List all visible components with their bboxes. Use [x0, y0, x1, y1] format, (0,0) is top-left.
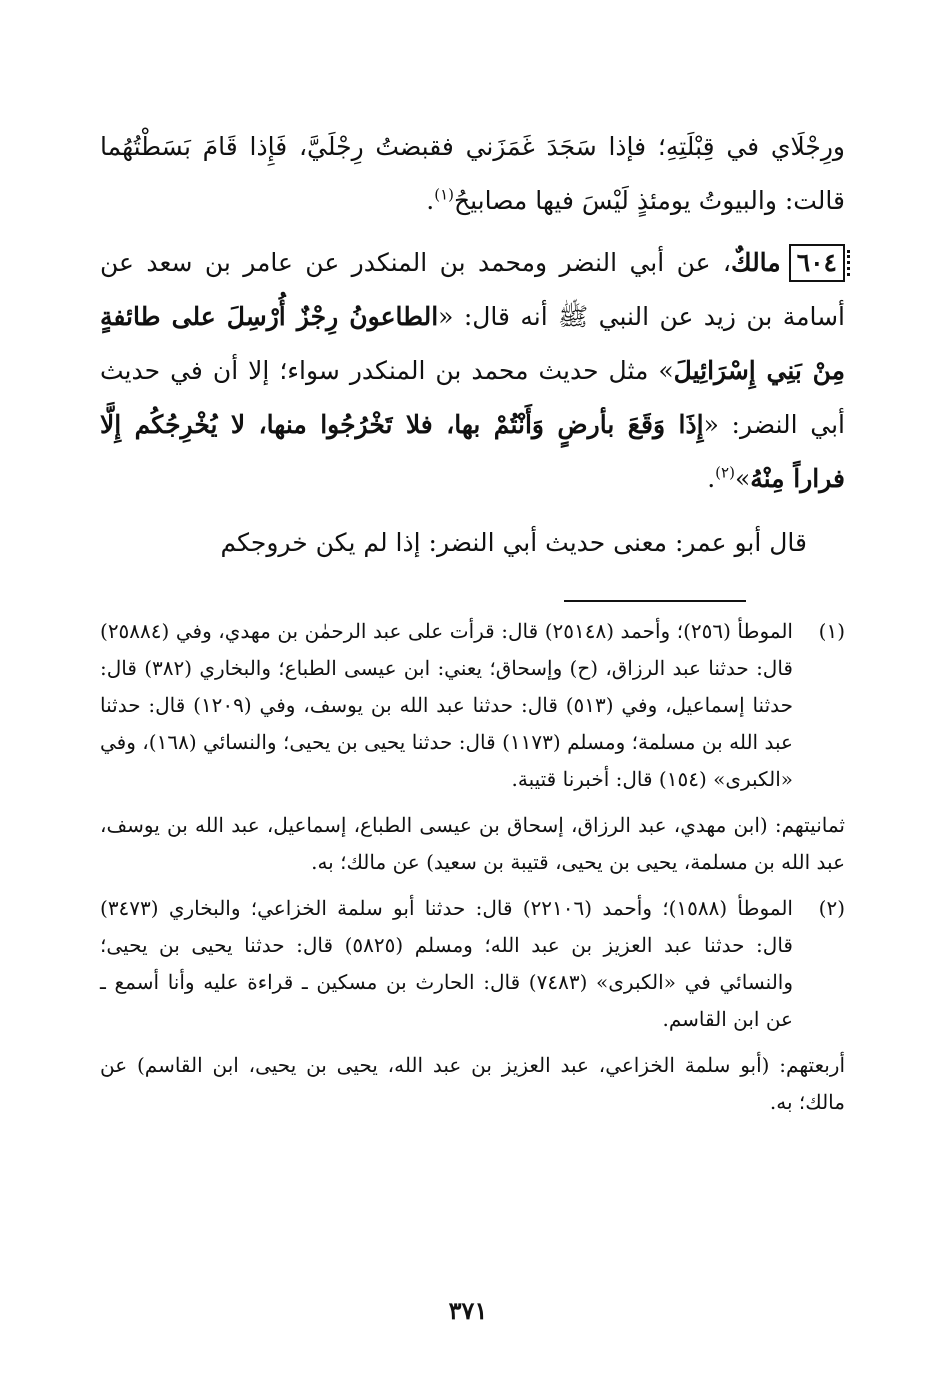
footnote-paragraph: الموطأ (٢٥٦)؛ وأحمد (٢٥١٤٨) قال: قرأت على عبد الرحمٰن بن مهدي، وفي (٢٥٨٨٤) قال: حدثنا عبد الرزاق، (ح) وإسحاق؛ يعني: ابن عيسى الطباع؛ والبخاري (٣٨٢) قال: حدثنا إسماعيل، وفي (٥١٣) قال: حدثنا عبد الله بن يوسف، وفي (١٢٠٩) قال: حدثنا عبد الله بن مسلمة؛ ومسلم (١١٧٣) قال: حدثنا يحيى بن يحيى؛ والنسائي (١٦٨)، وفي «الكبرى» (١٥٤) قال: أخبرنا قتيبة. — [100, 619, 793, 791]
footnote-1 — [100, 613, 845, 798]
footnote-2 — [100, 890, 845, 1038]
footnote-summary — [100, 1047, 845, 1121]
paragraph-end: . — [426, 186, 435, 215]
footnote-ref-2[interactable]: (٢) — [715, 463, 735, 482]
hadith-end: . — [707, 464, 716, 493]
hadith-mid: » مثل حديث محمد بن المنكدر سواء؛ إلا أن في حديث أبي النضر: « — [100, 356, 845, 439]
footnote-paragraph: الموطأ (١٥٨٨)؛ وأحمد (٢٢١٠٦) قال: حدثنا أبو سلمة الخزاعي؛ والبخاري (٣٤٧٣) قال: حدثنا عبد العزيز بن عبد الله؛ ومسلم (٥٨٢٥) قال: حدثنا يحيى بن يحيى؛ والنسائي في «الكبرى» (٧٤٨٣) قال: الحارث بن مسكين ـ قراءة عليه وأنا أسمع ـ عن ابن القاسم. — [100, 896, 794, 1031]
hadith-number-box: ٦٠٤ — [789, 244, 845, 282]
footnote-paragraph: أربعتهم: (أبو سلمة الخزاعي، عبد العزيز بن عبد الله، يحيى بن يحيى، ابن القاسم) عن مالك؛ به. — [100, 1053, 845, 1114]
footnote-body — [100, 613, 793, 798]
hadith-text-1: الطاعونُ رِجْزٌ أُرْسِلَ على طائفةٍ مِنْ بَنِي إِسْرَائِيلَ — [100, 302, 845, 385]
page-number: ٣٧١ — [448, 1296, 488, 1325]
footnotes — [100, 613, 845, 1121]
footnote-number: (٢) — [818, 896, 845, 920]
hadith-paragraph — [100, 236, 845, 506]
footnote-body — [100, 890, 793, 1038]
footnote-ref-1[interactable]: (١) — [434, 185, 454, 204]
footnote-divider — [564, 600, 746, 602]
main-text — [100, 120, 845, 570]
commentary-paragraph: قال أبو عمر: معنى حديث أبي النضر: إذا لم يكن خروجكم — [220, 528, 807, 557]
hadith-chain: ، عن أبي النضر ومحمد بن المنكدر عن عامر بن سعد عن أسامة بن زيد عن النبي ﷺ أنه قال: « — [100, 248, 845, 331]
narrator-name: مالكٌ — [731, 248, 781, 277]
footnote-number: (١) — [818, 619, 845, 643]
paragraph-continuation — [100, 120, 845, 228]
footnote-summary — [100, 807, 845, 881]
hadith-text-2: إِذَا وَقَعَ بأرضٍ وَأَنْتُمْ بها، فلا تَخْرُجُوا منها، لا يُخْرِجُكُم إِلَّا فراراً مِنْهُ — [100, 410, 845, 493]
hadith-close: » — [734, 464, 751, 493]
footnote-paragraph: ثمانيتهم: (ابن مهدي، عبد الرزاق، إسحاق بن عيسى الطباع، إسماعيل، عبد الله بن يوسف، عبد الله بن مسلمة، يحيى بن يحيى، قتيبة بن سعيد) عن مالك؛ به. — [100, 813, 845, 874]
paragraph-text: ورِجْلَاي في قِبْلَتِهِ؛ فإذا سَجَدَ غَمَزَني فقبضتُ رِجْلَيَّ، فَإِذا قَامَ بَسَطْتُهُما قالت: والبيوتُ يومئذٍ لَيْسَ فيها مصابيحُ — [100, 132, 845, 215]
